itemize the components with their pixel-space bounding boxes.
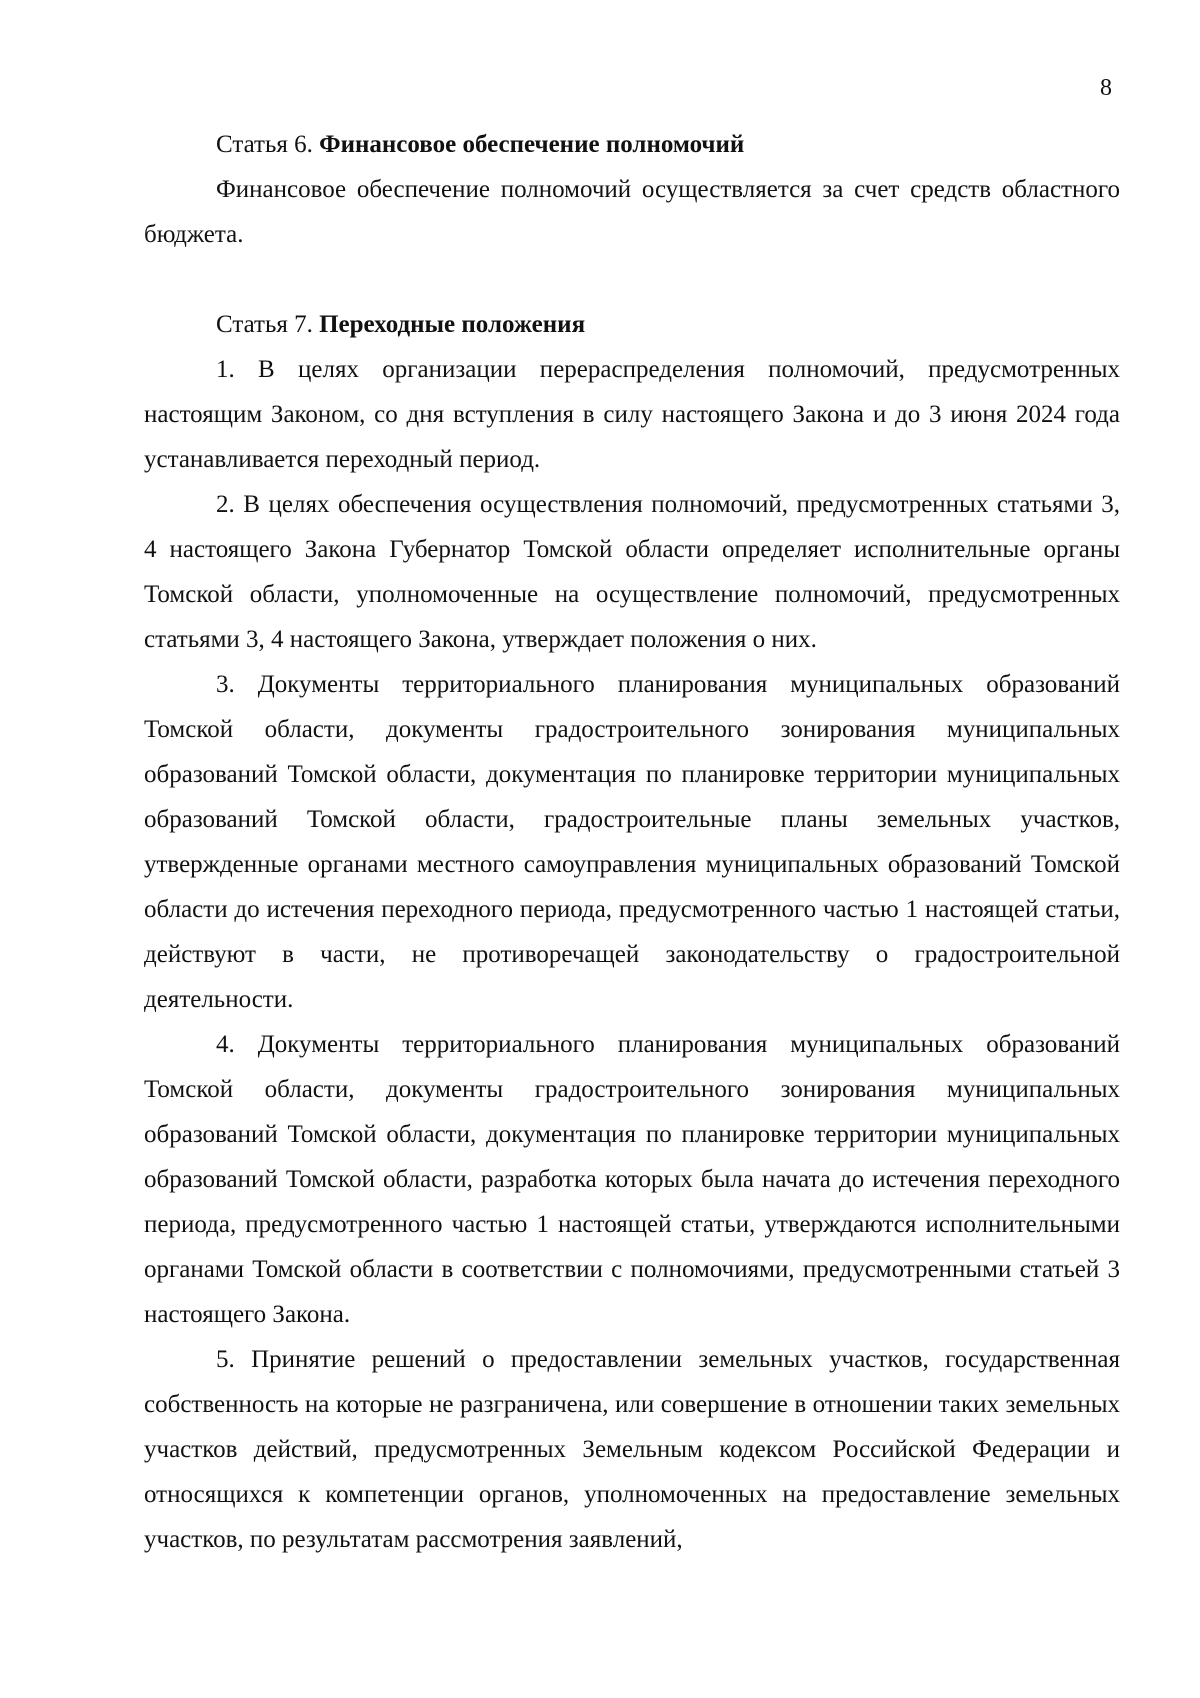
- article-6-title: Финансовое обеспечение полномочий: [319, 131, 745, 158]
- article-7-paragraph-1: 1. В целях организации перераспределения полномочий, предусмотренных настоящим Законом, со дня вступления в силу настоящего Закона и до 3 июня 2024 года устанавливается переходный период.: [144, 356, 1120, 473]
- article-7-paragraph-4: 4. Документы территориального планирования муниципальных образований Томской области, документы градостроительного зонирования муниципальных образований Томской области, документация по планировке территории муниципальных образований Томской области, разработка которых была начата до истечения переходного периода, предусмотренного частью 1 настоящей статьи, утверждаются исполнительными органами Томской области в соответствии с полномочиями, предусмотренными статьей 3 настоящего Закона.: [144, 1031, 1120, 1328]
- article-7-prefix: Статья 7.: [216, 311, 320, 338]
- article-7-title: Переходные положения: [319, 311, 586, 338]
- document-body: [144, 122, 1120, 1562]
- page-number: 8: [1100, 75, 1112, 101]
- article-7-heading: [144, 302, 1120, 347]
- article-7-paragraph-5: 5. Принятие решений о предоставлении земельных участков, государственная собственность на которые не разграничена, или совершение в отношении таких земельных участков действий, предусмотренных Земельным кодексом Российской Федерации и относящихся к компетенции органов, уполномоченных на предоставление земельных участков, по результатам рассмотрения заявлений,: [144, 1346, 1120, 1553]
- section-gap: [144, 257, 1120, 302]
- article-6-heading: [144, 122, 1120, 167]
- article-6-text: Финансовое обеспечение полномочий осуществляется за счет средств областного бюджета.: [144, 176, 1120, 248]
- article-7-paragraph-3: 3. Документы территориального планирования муниципальных образований Томской области, документы градостроительного зонирования муниципальных образований Томской области, документация по планировке территории муниципальных образований Томской области, градостроительные планы земельных участков, утвержденные органами местного самоуправления муниципальных образований Томской области до истечения переходного периода, предусмотренного частью 1 настоящей статьи, действуют в части, не противоречащей законодательству о градостроительной деятельности.: [144, 671, 1120, 1013]
- article-7-paragraph-2: 2. В целях обеспечения осуществления полномочий, предусмотренных статьями 3, 4 настоящего Закона Губернатор Томской области определяет исполнительные органы Томской области, уполномоченные на осуществление полномочий, предусмотренных статьями 3, 4 настоящего Закона, утверждает положения о них.: [144, 491, 1120, 653]
- article-6-prefix: Статья 6.: [216, 131, 320, 158]
